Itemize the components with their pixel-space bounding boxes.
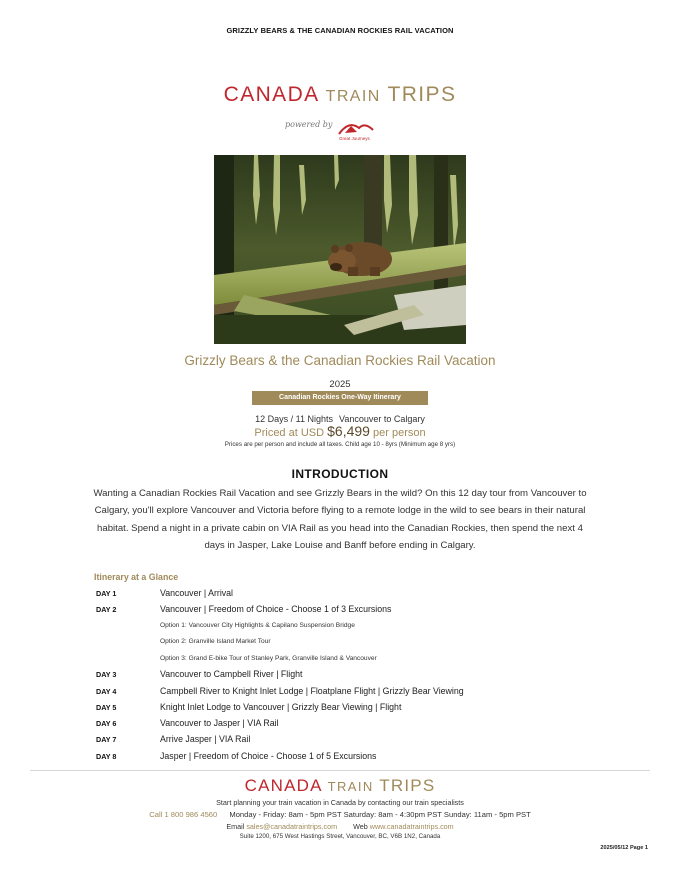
price-prefix: Priced at USD [254, 427, 325, 439]
phone-link[interactable]: Call 1 800 986 4560 [149, 810, 218, 819]
logo-word-train: TRAIN [327, 779, 374, 794]
day-description: Vancouver to Jasper | VIA Rail [160, 718, 279, 728]
price-amount: $6,499 [327, 423, 370, 439]
day-description: Vancouver | Freedom of Choice - Choose 1 of 3 Excursions [160, 604, 392, 614]
great-journeys-logo-icon [335, 116, 395, 142]
day-description: Vancouver to Campbell River | Flight [160, 669, 303, 679]
footer-divider [30, 770, 650, 771]
powered-by-text: powered by [285, 120, 333, 129]
introduction-text: Wanting a Canadian Rockies Rail Vacation and see Grizzly Bears in the wild? On this 12 day tour from Vancouver to Calgary, you'll explore Vancouver and Victoria before flying to a remote lodge in the wild to see bears in their natural habitat. Spend a night in a private cabin on VIA Rail as you head into the Canadian Rockies, then spend the next 4 days in Jasper, Lake Louise and Banff before ending in Calgary. [93, 488, 587, 551]
day-label: DAY 6 [96, 719, 117, 728]
bear-on-log-image [214, 155, 466, 344]
footer-address: Suite 1200, 675 West Hastings Street, Vancouver, BC, V6B 1N2, Canada [239, 833, 441, 840]
day-label: DAY 8 [96, 752, 117, 761]
excursion-option: Option 1: Vancouver City Highlights & Capilano Suspension Bridge [160, 622, 355, 629]
email-label: Email [226, 822, 245, 831]
canada-train-trips-logo[interactable] [0, 84, 680, 105]
footer-logo[interactable] [0, 777, 680, 794]
logo-word-trips: TRIPS [379, 776, 436, 795]
itinerary-type-badge: Canadian Rockies One-Way Itinerary [252, 391, 428, 405]
footer-web [0, 822, 680, 831]
day-label: DAY 2 [96, 605, 117, 614]
page-number: 2025/05/12 Page 1 [600, 845, 648, 851]
day-label: DAY 3 [96, 670, 117, 679]
trip-title: Grizzly Bears & the Canadian Rockies Rail Vacation [184, 353, 496, 368]
great-journeys-wordmark: Great Journeys [339, 136, 370, 141]
grizzly-bear-photo [214, 155, 466, 344]
email-link[interactable]: sales@canadatraintrips.com [246, 822, 338, 831]
day-description: Arrive Jasper | VIA Rail [160, 734, 251, 744]
price-note: Prices are per person and include all taxes. Child age 10 - 8yrs (Minimum age 8 yrs) [224, 441, 456, 448]
logo-word-trips: TRIPS [387, 83, 457, 106]
footer-tagline: Start planning your train vacation in Canada by contacting our train specialists [216, 798, 464, 807]
logo-word-canada: CANADA [223, 83, 319, 106]
trip-duration: 12 Days / 11 Nights [255, 414, 333, 424]
logo-word-canada: CANADA [244, 776, 322, 795]
trip-route: Vancouver to Calgary [338, 414, 425, 424]
day-description: Vancouver | Arrival [160, 588, 234, 598]
grizzly-bear [328, 242, 392, 276]
day-description: Knight Inlet Lodge to Vancouver | Grizzly Bear Viewing | Flight [160, 702, 402, 712]
website-link[interactable]: www.canadatraintrips.com [369, 822, 454, 831]
document-header: GRIZZLY BEARS & THE CANADIAN ROCKIES RAIL VACATION [226, 26, 454, 35]
introduction-heading: INTRODUCTION [291, 467, 389, 481]
day-label: DAY 1 [96, 589, 117, 598]
trip-year: 2025 [329, 379, 351, 390]
price-line [0, 423, 680, 439]
price-suffix: per person [373, 427, 426, 439]
day-label: DAY 7 [96, 735, 117, 744]
day-label: DAY 4 [96, 687, 117, 696]
logo-word-train: TRAIN [325, 88, 381, 105]
web-label: Web [353, 822, 368, 831]
day-description: Jasper | Freedom of Choice - Choose 1 of 5 Excursions [160, 751, 377, 761]
day-description: Campbell River to Knight Inlet Lodge | Floatplane Flight | Grizzly Bear Viewing [160, 686, 464, 696]
excursion-option: Option 2: Granville Island Market Tour [160, 638, 271, 645]
business-hours: Monday - Friday: 8am - 5pm PST Saturday: 8am - 4:30pm PST Sunday: 11am - 5pm PST [229, 810, 531, 819]
excursion-option: Option 3: Grand E-bike Tour of Stanley Park, Granville Island & Vancouver [160, 655, 377, 662]
powered-by-badge [283, 116, 403, 142]
footer-contact [0, 810, 680, 819]
itinerary-glance-heading: Itinerary at a Glance [94, 572, 179, 582]
day-label: DAY 5 [96, 703, 117, 712]
